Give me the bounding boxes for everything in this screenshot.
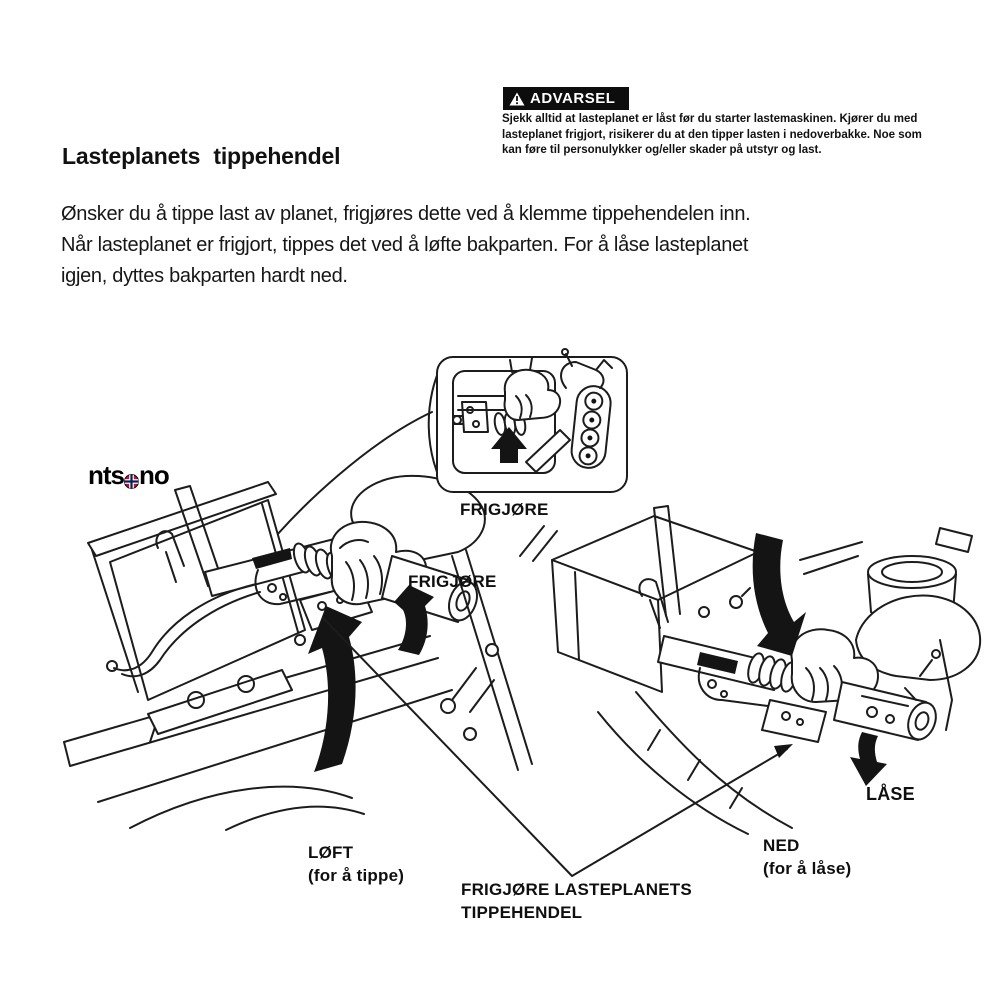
page-title: Lasteplanets tippehendel (62, 143, 341, 169)
inset-caption: FRIGJØRE (460, 500, 549, 519)
warning-text-line: kan føre til personulykker og/eller skader på utstyr og last. (502, 144, 822, 156)
right-scene (552, 506, 980, 834)
intro-line: igjen, dyttes bakparten hardt ned. (61, 265, 348, 287)
warning-title: ADVARSEL (530, 90, 616, 107)
inset-callout (437, 349, 627, 492)
warning-text-line: lasteplanet frigjort, risikerer du at den tipper lasten i nedoverbakke. Noe som (502, 128, 922, 141)
lift-label: LØFT (308, 843, 354, 862)
watermark-text-right: no (139, 460, 169, 490)
left-scene (64, 476, 557, 830)
down-label: NED (763, 836, 800, 855)
watermark-text-left: nts (88, 460, 124, 490)
down-sublabel: (for å låse) (763, 859, 852, 878)
warning-text-line: Sjekk alltid at lasteplanet er låst før du starter lastemaskinen. Kjører du med (502, 113, 918, 125)
intro-line: Ønsker du å tippe last av planet, frigjøres dette ved å klemme tippehendelen inn. (61, 203, 751, 225)
pointer-caption-line2: TIPPEHENDEL (461, 903, 583, 922)
pointer-caption-line1: FRIGJØRE LASTEPLANETS (461, 880, 692, 899)
lift-sublabel: (for å tippe) (308, 866, 405, 885)
intro-line: Når lasteplanet er frigjort, tippes det ved å løfte bakparten. For å låse lasteplanet (61, 234, 749, 256)
release-label: FRIGJØRE (408, 572, 497, 591)
lock-label: LÅSE (866, 784, 915, 804)
lock-down-arrow-small (850, 732, 887, 786)
